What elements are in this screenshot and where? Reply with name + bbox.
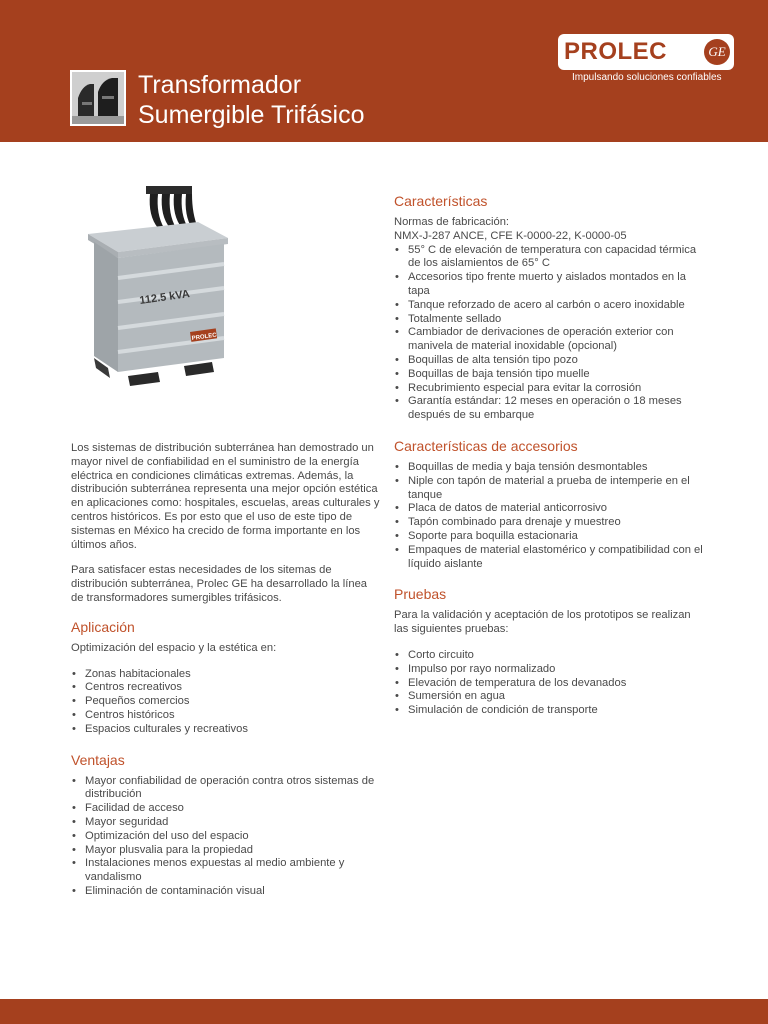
normas-label: Normas de fabricación: (394, 216, 510, 228)
section-heading-pruebas: Pruebas (394, 586, 447, 603)
aplicacion-intro: Optimización del espacio y la estética en: (71, 641, 277, 654)
section-heading-ventajas: Ventajas (71, 751, 125, 768)
list-item: • Placa de datos de material anticorrosivo (394, 502, 706, 516)
list-item: • Totalmente sellado (394, 313, 706, 327)
list-item: • 55° C de elevación de temperatura con capacidad térmica de los aislamientos de 65° C (394, 244, 706, 272)
accesorios-list (394, 461, 706, 571)
list-item: • Tanque reforzado de acero al carbón o acero inoxidable (394, 299, 706, 313)
list-item: • Mayor seguridad (71, 816, 381, 830)
list-item: • Niple con tapón de material a prueba de intemperie en el tanque (394, 475, 706, 503)
list-item: • Espacios culturales y recreativos (71, 723, 381, 737)
list-item: • Boquillas de alta tensión tipo pozo (394, 354, 706, 368)
list-item: • Simulación de condición de transporte (394, 704, 706, 718)
list-item: • Centros recreativos (71, 681, 381, 695)
logo-wordmark: PROLEC (564, 38, 668, 65)
thumbnail-image (70, 70, 126, 126)
tagline: Impulsando soluciones confiables (572, 72, 722, 83)
list-item: • Optimización del uso del espacio (71, 830, 381, 844)
list-item: • Tapón combinado para drenaje y muestreo (394, 516, 706, 530)
normas-value: NMX-J-287 ANCE, CFE K-0000-22, K-0000-05 (394, 229, 627, 242)
title-line-2: Sumergible Trifásico (138, 101, 365, 129)
page-title (138, 70, 364, 130)
caracteristicas-list (394, 244, 706, 423)
list-item: • Cambiador de derivaciones de operación exterior con manivela de material inoxidable (opcional) (394, 326, 706, 354)
bushing-thumbnail-icon (72, 72, 124, 124)
nameplate-text: PROLEC (191, 332, 218, 342)
list-item: • Eliminación de contaminación visual (71, 885, 381, 899)
section-heading-aplicacion: Aplicación (71, 618, 135, 635)
aplicacion-list (71, 668, 381, 737)
list-item: • Accesorios tipo frente muerto y aislados montados en la tapa (394, 271, 706, 299)
list-item: • Garantía estándar: 12 meses en operación o 18 meses después de su embarque (394, 395, 706, 423)
rating-label: 112.5 kVA (138, 288, 191, 307)
ge-monogram-icon: GE (704, 39, 730, 65)
intro-paragraph-1: Los sistemas de distribución subterránea han demostrado un mayor nivel de confiabilidad en el suministro de la energía eléctrica en condiciones climáticas extremas. Además, la distribución subterránea representa una mejor opción estética en aplicaciones como: hospitales, escuelas, areas culturales y centros históricos. Es por esto que el uso de este tipo de sistemas en México ha crecido de forma importante en los últimos años. (71, 442, 380, 551)
list-item: • Pequeños comercios (71, 695, 381, 709)
list-item: • Sumersión en agua (394, 690, 706, 704)
list-item: • Facilidad de acceso (71, 802, 381, 816)
list-item: • Mayor plusvalia para la propiedad (71, 844, 381, 858)
transformer-photo (88, 186, 228, 416)
left-column (71, 442, 381, 913)
list-item: • Soporte para boquilla estacionaria (394, 530, 706, 544)
list-item: • Boquillas de baja tensión tipo muelle (394, 368, 706, 382)
pruebas-list (394, 649, 706, 718)
section-heading-caracteristicas: Características (394, 193, 488, 209)
pruebas-intro: Para la validación y aceptación de los prototipos se realizan las siguientes pruebas: (394, 609, 691, 636)
list-item: • Centros históricos (71, 709, 381, 723)
list-item: • Recubrimiento especial para evitar la corrosión (394, 382, 706, 396)
right-column (394, 192, 706, 732)
list-item: • Zonas habitacionales (71, 668, 381, 682)
list-item: • Impulso por rayo normalizado (394, 663, 706, 677)
title-line-1: Transformador (138, 71, 302, 99)
header-band (0, 0, 768, 142)
list-item: • Elevación de temperatura de los devanados (394, 677, 706, 691)
list-item: • Corto circuito (394, 649, 706, 663)
footer-band (0, 999, 768, 1024)
intro-paragraph-2: Para satisfacer estas necesidades de los sitemas de distribución subterránea, Prolec GE ha desarrollado la línea de transformadores sumergibles trifásicos. (71, 564, 368, 604)
list-item: • Empaques de material elastomérico y compatibilidad con el líquido aislante (394, 544, 706, 572)
list-item: • Mayor confiabilidad de operación contra otros sistemas de distribución (71, 775, 381, 803)
list-item: • Instalaciones menos expuestas al medio ambiente y vandalismo (71, 857, 381, 885)
company-logo (558, 34, 734, 70)
section-heading-accesorios: Características de accesorios (394, 437, 578, 454)
list-item: • Boquillas de media y baja tensión desmontables (394, 461, 706, 475)
ventajas-list (71, 775, 381, 899)
